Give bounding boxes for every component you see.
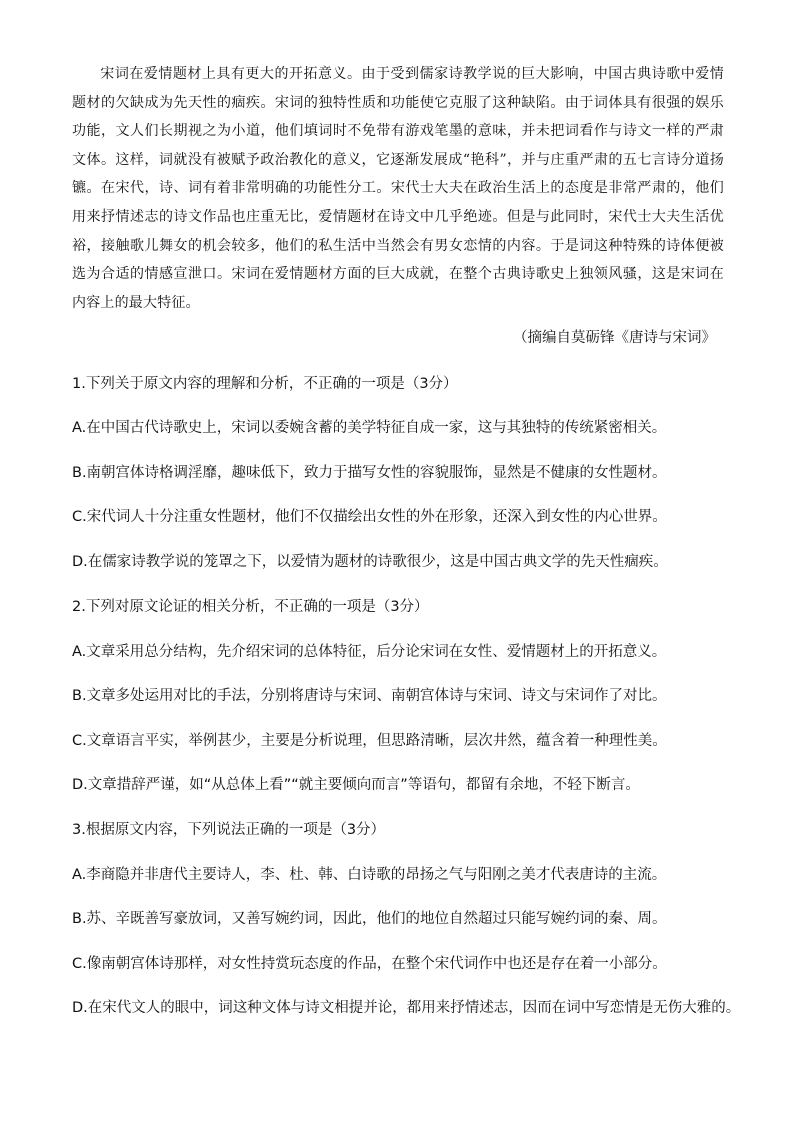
question-3-option-b: B.苏、辛既善写豪放词，又善写婉约词，因此，他们的地位自然超过只能写婉约词的秦、周。 bbox=[72, 911, 667, 927]
question-3-option-d: D.在宋代文人的眼中，词这种文体与诗文相提并论，都用来抒情述志，因而在词中写恋情是无伤大雅的。 bbox=[72, 1000, 741, 1016]
passage-text: 宋词在爱情题材上具有更大的开拓意义。由于受到儒家诗教学说的巨大影响，中国古典诗歌中爱情题材的欠缺成为先天性的痼疾。宋词的独特性质和功能使它克服了这种缺陷。由于词体具有很强的娱乐功能，文人们长期视之为小道，他们填词时不免带有游戏笔墨的意味，并未把词看作与诗文一样的严肃文体。这样，词就没有被赋予政治教化的意义，它逐渐发展成“艳科”，并与庄重严肃的五七言诗分道扬镳。在宋代，诗、词有着非常明确的功能性分工。宋代士大夫在政治生活上的态度是非常严肃的，他们用来抒情述志的诗文作品也庄重无比，爱情题材在诗文中几乎绝迹。但是与此同时，宋代士大夫生活优裕，接触歌儿舞女的机会较多，他们的私生活中当然会有男女恋情的内容。于是词这种特殊的诗体便被选为合适的情感宣泄口。宋词在爱情题材方面的巨大成就，在整个古典诗歌史上独领风骚，这是宋词在内容上的最大特征。 bbox=[72, 66, 724, 311]
question-2-option-c: C.文章语言平实，举例甚少，主要是分析说理，但思路清晰，层次井然，蕴含着一种理性美。 bbox=[72, 733, 667, 749]
question-1-option-a: A.在中国古代诗歌史上，宋词以委婉含蓄的美学特征自成一家，这与其独特的传统紧密相关。 bbox=[72, 420, 667, 436]
question-3-option-c: C.像南朝宫体诗那样，对女性持赏玩态度的作品，在整个宋代词作中也还是存在着一小部分。 bbox=[72, 956, 667, 972]
question-2-option-d: D.文章措辞严谨，如“从总体上看”“就主要倾向而言”等语句，都留有余地，不轻下断言。 bbox=[72, 777, 640, 793]
question-3-stem: 3.根据原文内容，下列说法正确的一项是（3分） bbox=[72, 822, 386, 838]
question-2-stem: 2.下列对原文论证的相关分析，不正确的一项是（3分） bbox=[72, 599, 429, 615]
passage-paragraph bbox=[72, 60, 724, 317]
question-2-option-a: A.文章采用总分结构，先介绍宋词的总体特征，后分论宋词在女性、爱情题材上的开拓意义。 bbox=[72, 644, 667, 660]
question-1-option-c: C.宋代词人十分注重女性题材，他们不仅描绘出女性的外在形象，还深入到女性的内心世界。 bbox=[72, 509, 667, 525]
source-citation: （摘编自莫砺锋《唐诗与宋词》 bbox=[513, 330, 716, 346]
question-1-option-d: D.在儒家诗教学说的笼罩之下，以爱情为题材的诗歌很少，这是中国古典文学的先天性痼疾。 bbox=[72, 554, 668, 570]
question-3-option-a: A.李商隐并非唐代主要诗人，李、杜、韩、白诗歌的昂扬之气与阳刚之美才代表唐诗的主流。 bbox=[72, 867, 667, 883]
question-1-stem: 1.下列关于原文内容的理解和分析，不正确的一项是（3分） bbox=[72, 376, 458, 392]
question-1-option-b: B.南朝宫体诗格调淫靡，趣味低下，致力于描写女性的容貌服饰，显然是不健康的女性题材。 bbox=[72, 465, 667, 481]
question-2-option-b: B.文章多处运用对比的手法，分别将唐诗与宋词、南朝宫体诗与宋词、诗文与宋词作了对比。 bbox=[72, 688, 667, 704]
